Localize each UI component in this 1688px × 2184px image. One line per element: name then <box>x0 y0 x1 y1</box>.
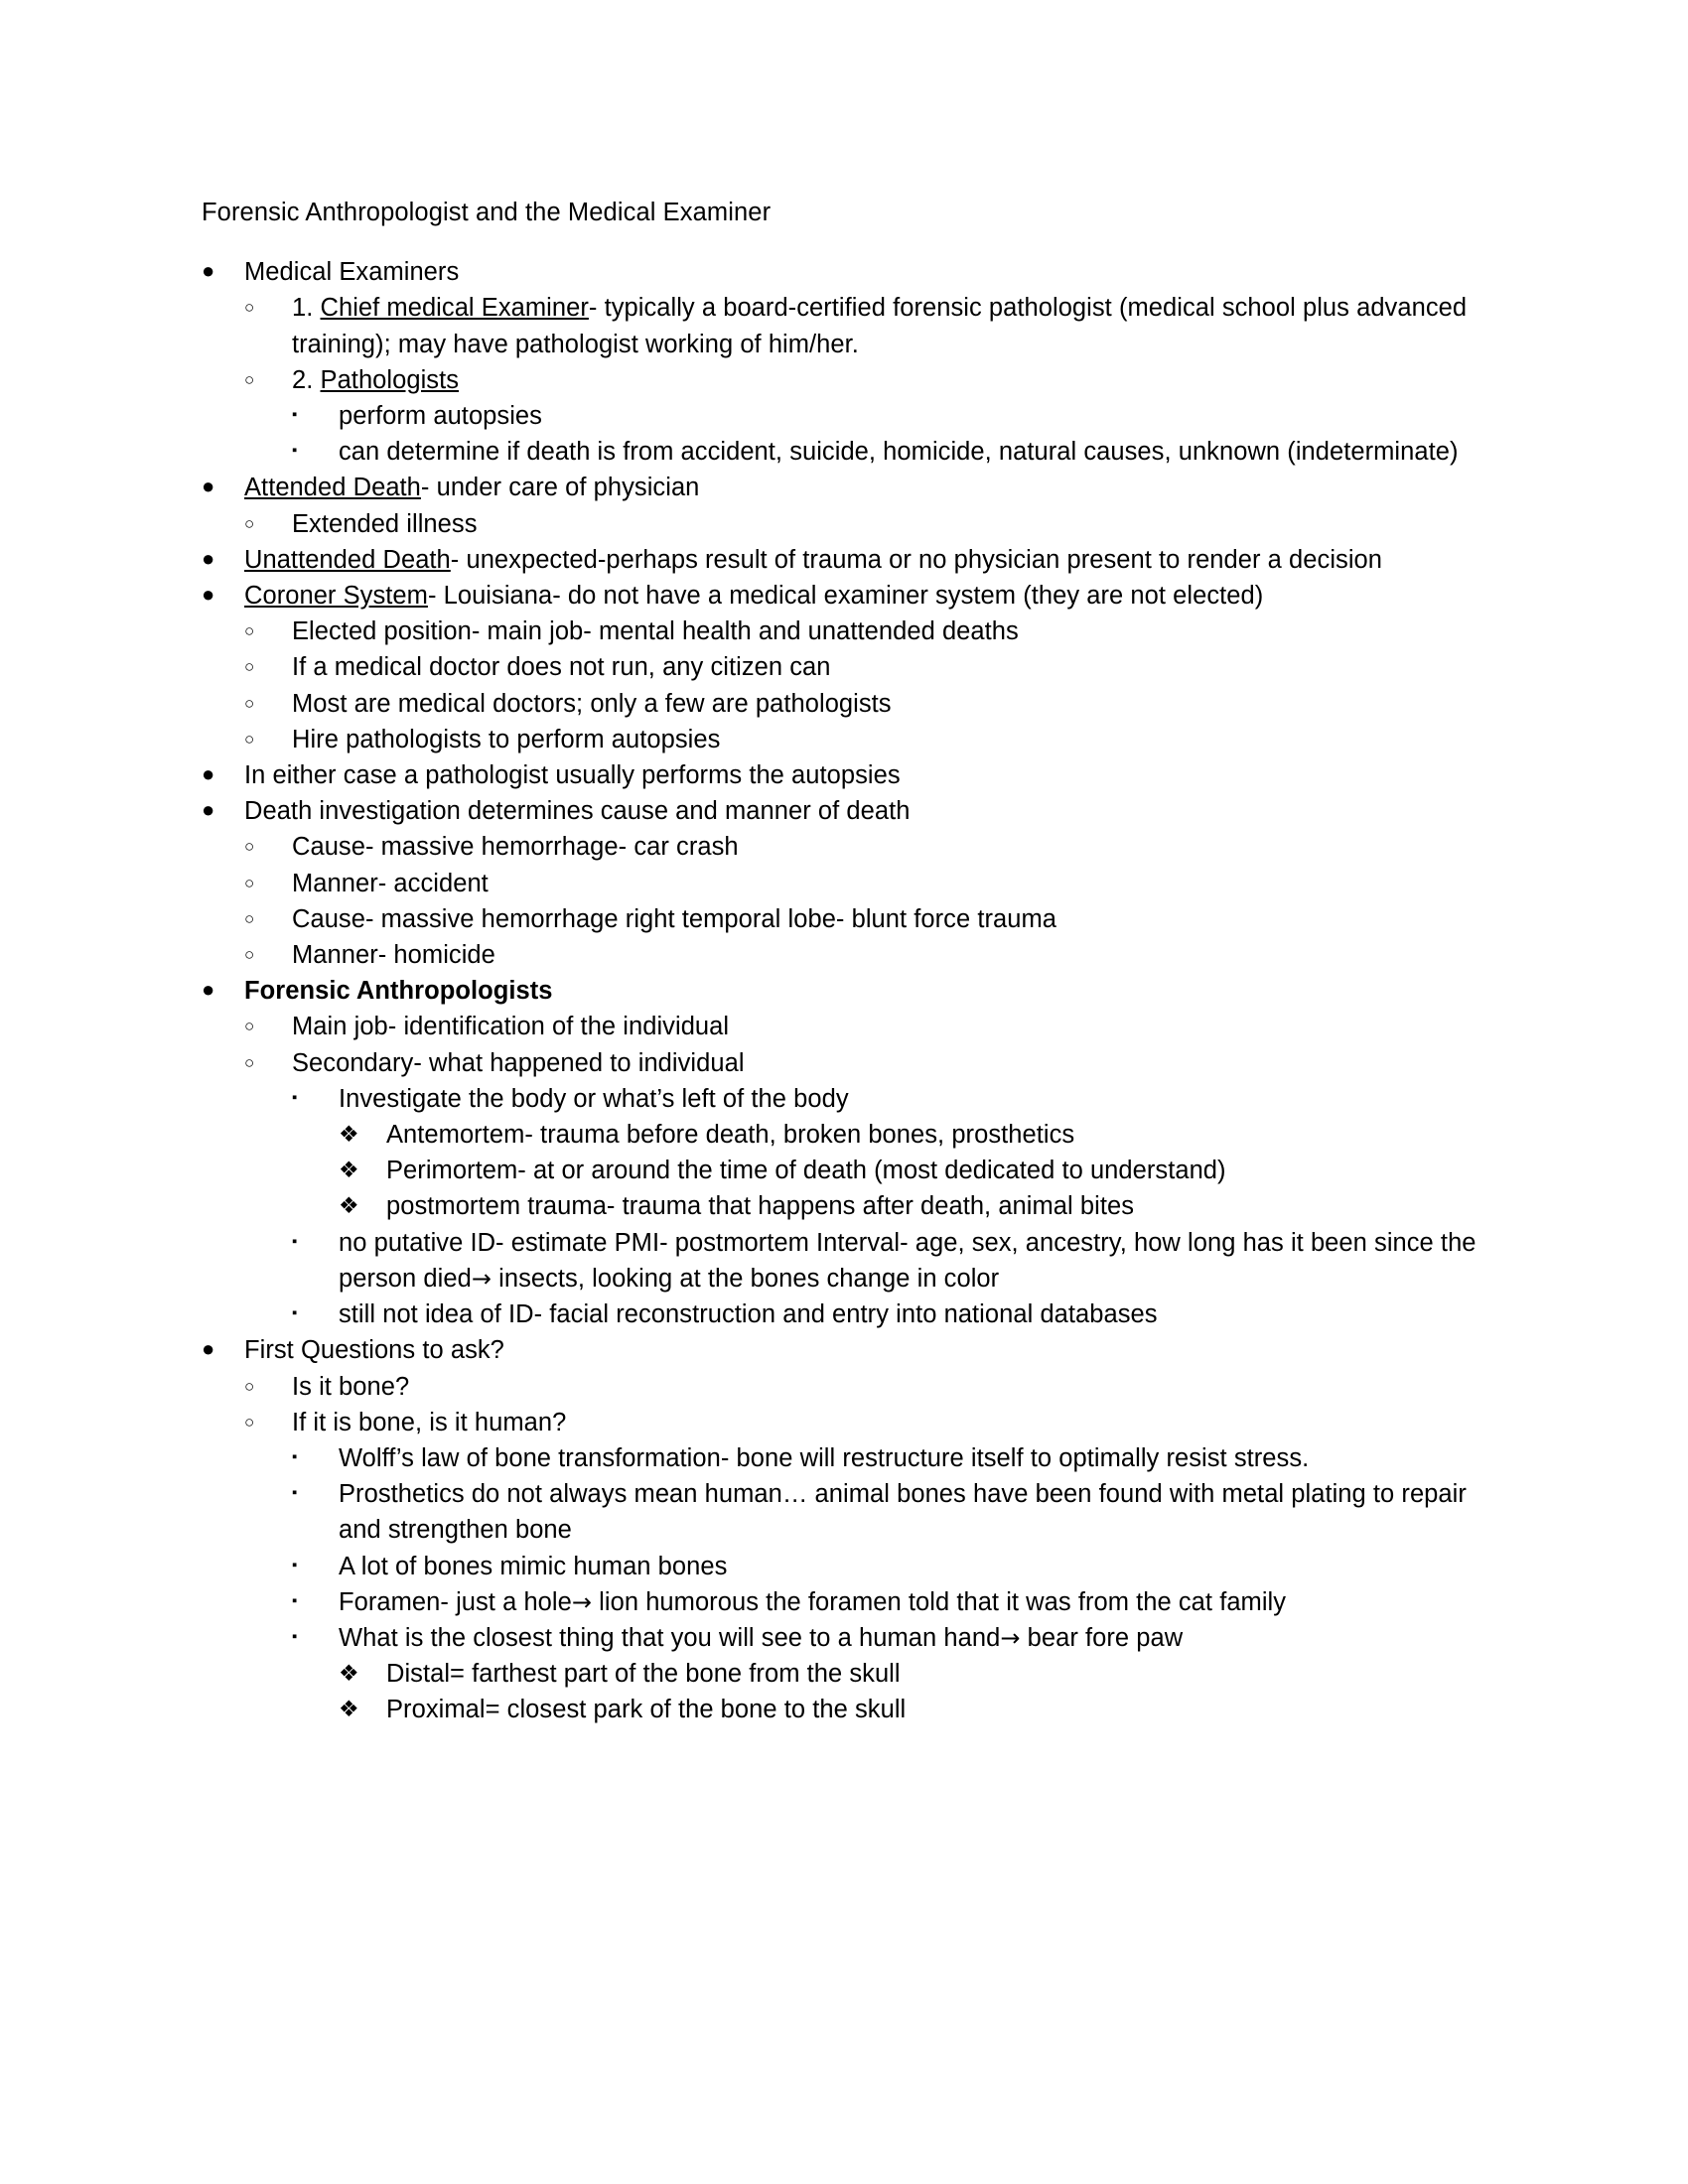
outline-item-first-questions-to-ask <box>202 1332 1492 1727</box>
item-body-text: Manner- homicide <box>292 941 495 970</box>
right-arrow-icon: → <box>471 1264 492 1293</box>
outline-item-pathologists <box>244 362 1492 471</box>
outline-item-pathologist-performs-autopsies <box>202 757 1492 793</box>
outline-item-text <box>339 1620 1492 1656</box>
item-key-term: Attended Death <box>244 474 421 502</box>
bullet-level-4-icon: ❖ <box>339 1192 359 1219</box>
bullet-level-3-icon: ▪ <box>292 406 298 424</box>
outline-item-text <box>339 1297 1492 1332</box>
bullet-level-4-icon: ❖ <box>339 1696 359 1722</box>
item-body-text: Prosthetics do not always mean human… animal bones have been found with metal plating to repair and strengthen bone <box>339 1480 1467 1545</box>
right-arrow-icon: → <box>571 1587 593 1616</box>
outline-item-no-putative-id <box>292 1225 1492 1297</box>
outline-level-4 <box>339 1656 1492 1727</box>
bullet-level-3-icon: ▪ <box>292 442 298 460</box>
outline-level-4 <box>339 1117 1492 1225</box>
outline-item-text <box>292 362 1492 398</box>
outline-item-text <box>386 1656 1492 1692</box>
bullet-level-2-icon: ○ <box>244 873 255 892</box>
bullet-level-2-icon: ○ <box>244 1052 255 1072</box>
item-body-text: Cause- massive hemorrhage right temporal lobe- blunt force trauma <box>292 904 1057 933</box>
outline-item-manner-accident <box>244 866 1492 901</box>
outline-item-prosthetics-animal-bones <box>292 1476 1492 1548</box>
item-body-text: If it is bone, is it human? <box>292 1408 567 1436</box>
outline-item-text <box>292 937 1492 973</box>
bullet-level-3-icon: ▪ <box>292 1447 298 1465</box>
item-key-term: Coroner System <box>244 582 428 611</box>
outline-item-hire-pathologists <box>244 722 1492 757</box>
outline-item-text <box>386 1153 1492 1188</box>
item-text-before-arrow: What is the closest thing that you will see to a human hand <box>339 1623 1001 1652</box>
outline-item-attended-death <box>202 470 1492 541</box>
outline-item-text <box>339 1584 1492 1620</box>
page-title: Forensic Anthropologist and the Medical Examiner <box>202 199 772 226</box>
bullet-level-2-icon: ○ <box>244 513 255 533</box>
bullet-level-1-icon: ● <box>202 582 215 608</box>
bullet-level-1-icon: ● <box>202 474 215 499</box>
item-body-text: A lot of bones mimic human bones <box>339 1552 728 1580</box>
outline-item-text <box>292 686 1492 722</box>
bullet-level-3-icon: ▪ <box>292 1556 298 1573</box>
outline-item-text <box>244 1332 1492 1368</box>
outline-level-3 <box>292 1440 1492 1728</box>
outline-item-text <box>244 542 1492 578</box>
outline-item-main-job-identification <box>244 1009 1492 1044</box>
bullet-level-2-icon: ○ <box>244 1017 255 1036</box>
bullet-level-1-icon: ● <box>202 545 215 571</box>
bullet-level-2-icon: ○ <box>244 1376 255 1396</box>
outline-item-text <box>292 722 1492 757</box>
bullet-level-2-icon: ○ <box>244 657 255 677</box>
outline-item-death-investigation <box>202 793 1492 973</box>
outline-item-coroner-system <box>202 578 1492 757</box>
outline-item-text <box>292 1369 1492 1405</box>
outline-item-antemortem <box>339 1117 1492 1153</box>
outline-item-text <box>292 829 1492 865</box>
item-key-term: Chief medical Examiner <box>320 294 589 323</box>
outline-item-text <box>244 973 1492 1009</box>
outline-item-text <box>339 1549 1492 1584</box>
item-text-after-arrow: insects, looking at the bones change in color <box>492 1264 1000 1293</box>
item-body-text: Wolff’s law of bone transformation- bone will restructure itself to optimally resist stress. <box>339 1443 1310 1472</box>
item-body-text: Medical Examiners <box>244 258 460 287</box>
outline-level-2 <box>244 829 1492 973</box>
item-body-text: First Questions to ask? <box>244 1336 504 1365</box>
document-content <box>202 195 1492 1728</box>
outline-item-any-citizen-can-run <box>244 649 1492 685</box>
item-body-text: Most are medical doctors; only a few are pathologists <box>292 689 892 718</box>
item-body-text: - typically a board-certified forensic pathologist (medical school plus advanced training); may have pathologist working of him/her. <box>292 294 1468 358</box>
bullet-level-3-icon: ▪ <box>292 1088 298 1106</box>
outline-level-3 <box>292 398 1492 470</box>
outline-item-chief-medical-examiner <box>244 290 1492 361</box>
bullet-level-2-icon: ○ <box>244 1412 255 1432</box>
outline-level-1 <box>202 254 1492 1727</box>
outline-item-unattended-death <box>202 542 1492 578</box>
outline-item-text <box>339 1225 1492 1297</box>
outline-item-perform-autopsies <box>292 398 1492 434</box>
item-body-text: Secondary- what happened to individual <box>292 1048 745 1077</box>
outline-item-text <box>244 254 1492 290</box>
outline-level-2 <box>244 290 1492 470</box>
bullet-level-3-icon: ▪ <box>292 1232 298 1250</box>
item-body-text: Cause- massive hemorrhage- car crash <box>292 833 739 862</box>
outline-item-proximal <box>339 1692 1492 1727</box>
outline-item-secondary-what-happened <box>244 1045 1492 1333</box>
outline-item-text <box>292 1009 1492 1044</box>
outline-item-text <box>292 1045 1492 1081</box>
outline-item-text <box>292 649 1492 685</box>
item-body-text: Is it bone? <box>292 1372 410 1401</box>
bullet-level-2-icon: ○ <box>244 945 255 965</box>
outline-level-2 <box>244 1009 1492 1332</box>
outline-item-foramen <box>292 1584 1492 1620</box>
outline-item-text <box>244 470 1492 505</box>
bullet-level-1-icon: ● <box>202 761 215 787</box>
outline-item-cause-blunt-force <box>244 901 1492 937</box>
outline-item-text <box>386 1692 1492 1727</box>
outline-item-elected-position <box>244 614 1492 649</box>
outline-item-text <box>339 434 1492 470</box>
item-body-text: Main job- identification of the individual <box>292 1013 730 1041</box>
bullet-level-2-icon: ○ <box>244 369 255 389</box>
outline-item-investigate-body <box>292 1081 1492 1225</box>
outline-item-text <box>292 1405 1492 1440</box>
outline-item-manner-homicide <box>244 937 1492 973</box>
outline-item-text <box>292 290 1492 361</box>
outline-item-text <box>292 506 1492 542</box>
outline-item-is-it-human <box>244 1405 1492 1728</box>
bullet-level-1-icon: ● <box>202 258 215 284</box>
item-number: 2. <box>292 365 321 394</box>
item-body-text: Hire pathologists to perform autopsies <box>292 725 721 753</box>
outline-item-is-it-bone <box>244 1369 1492 1405</box>
outline-item-text <box>339 1081 1492 1117</box>
bullet-level-2-icon: ○ <box>244 693 255 713</box>
bullet-level-4-icon: ❖ <box>339 1121 359 1148</box>
bullet-level-1-icon: ● <box>202 1336 215 1362</box>
bullet-level-2-icon: ○ <box>244 298 255 318</box>
bullet-level-2-icon: ○ <box>244 837 255 857</box>
item-text-before-arrow: no putative ID- estimate PMI- postmortem Interval- age, sex, ancestry, how long has it been since the person died <box>339 1228 1477 1293</box>
item-key-term: Pathologists <box>320 365 460 394</box>
outline-level-2 <box>244 506 1492 542</box>
item-body-text: In either case a pathologist usually performs the autopsies <box>244 761 901 790</box>
outline-item-text <box>339 1440 1492 1476</box>
bullet-level-3-icon: ▪ <box>292 1591 298 1609</box>
bullet-level-3-icon: ▪ <box>292 1484 298 1502</box>
outline-item-medical-examiners <box>202 254 1492 470</box>
outline-item-facial-reconstruction <box>292 1297 1492 1332</box>
bullet-level-1-icon: ● <box>202 977 215 1003</box>
item-body-text: Antemortem- trauma before death, broken bones, prosthetics <box>386 1121 1075 1150</box>
item-body-text: Death investigation determines cause and manner of death <box>244 797 911 826</box>
right-arrow-icon: → <box>1000 1623 1021 1652</box>
item-key-term: Unattended Death <box>244 545 451 574</box>
item-body-text: Manner- accident <box>292 869 489 897</box>
bullet-level-4-icon: ❖ <box>339 1660 359 1687</box>
outline-item-postmortem-trauma <box>339 1188 1492 1224</box>
outline-item-text <box>292 614 1492 649</box>
outline-item-closest-to-human-hand <box>292 1620 1492 1728</box>
bullet-level-1-icon: ● <box>202 797 215 823</box>
item-body-text: Proximal= closest park of the bone to the skull <box>386 1696 907 1724</box>
bullet-level-4-icon: ❖ <box>339 1157 359 1183</box>
item-body-text: Distal= farthest part of the bone from the skull <box>386 1660 901 1689</box>
item-body-text: If a medical doctor does not run, any citizen can <box>292 653 831 682</box>
bullet-level-3-icon: ▪ <box>292 1627 298 1645</box>
item-text-after-arrow: bear fore paw <box>1020 1623 1184 1652</box>
outline-item-determine-death-manner <box>292 434 1492 470</box>
outline-item-bones-mimic-human <box>292 1549 1492 1584</box>
item-body-text: still not idea of ID- facial reconstruction and entry into national databases <box>339 1300 1158 1329</box>
outline-item-text <box>386 1188 1492 1224</box>
bullet-level-2-icon: ○ <box>244 621 255 641</box>
outline-item-text <box>339 1476 1492 1548</box>
outline-level-3 <box>292 1081 1492 1332</box>
item-body-text: postmortem trauma- trauma that happens after death, animal bites <box>386 1192 1134 1221</box>
outline-level-2 <box>244 614 1492 757</box>
item-body-text: Extended illness <box>292 509 478 538</box>
outline-item-most-are-medical-doctors <box>244 686 1492 722</box>
item-number: 1. <box>292 294 321 323</box>
outline-item-text <box>339 398 1492 434</box>
outline-item-perimortem <box>339 1153 1492 1188</box>
item-body-text: - under care of physician <box>420 474 700 502</box>
outline-item-text <box>292 901 1492 937</box>
item-text-after-arrow: lion humorous the foramen told that it was from the cat family <box>592 1587 1287 1616</box>
outline-list <box>202 254 1492 1727</box>
item-body-text: - Louisiana- do not have a medical examiner system (they are not elected) <box>427 582 1264 611</box>
item-body-text: perform autopsies <box>339 402 542 431</box>
bullet-level-3-icon: ▪ <box>292 1304 298 1322</box>
outline-item-text <box>292 866 1492 901</box>
outline-item-text <box>244 757 1492 793</box>
bullet-level-2-icon: ○ <box>244 729 255 749</box>
outline-item-cause-car-crash <box>244 829 1492 865</box>
outline-level-2 <box>244 1369 1492 1728</box>
item-body-text: - unexpected-perhaps result of trauma or no physician present to render a decision <box>450 545 1383 574</box>
item-body-text: Investigate the body or what’s left of the body <box>339 1084 849 1113</box>
outline-item-wolffs-law <box>292 1440 1492 1476</box>
item-body-text: Forensic Anthropologists <box>244 977 553 1006</box>
outline-item-text <box>244 793 1492 829</box>
item-text-before-arrow: Foramen- just a hole <box>339 1587 572 1616</box>
item-body-text: can determine if death is from accident, suicide, homicide, natural causes, unknown (indeterminate) <box>339 438 1459 467</box>
outline-item-text <box>244 578 1492 614</box>
outline-item-extended-illness <box>244 506 1492 542</box>
item-body-text: Perimortem- at or around the time of death (most dedicated to understand) <box>386 1157 1226 1185</box>
outline-item-forensic-anthropologists <box>202 973 1492 1332</box>
outline-item-text <box>386 1117 1492 1153</box>
outline-item-distal <box>339 1656 1492 1692</box>
item-body-text: Elected position- main job- mental health and unattended deaths <box>292 617 1019 646</box>
bullet-level-2-icon: ○ <box>244 908 255 928</box>
